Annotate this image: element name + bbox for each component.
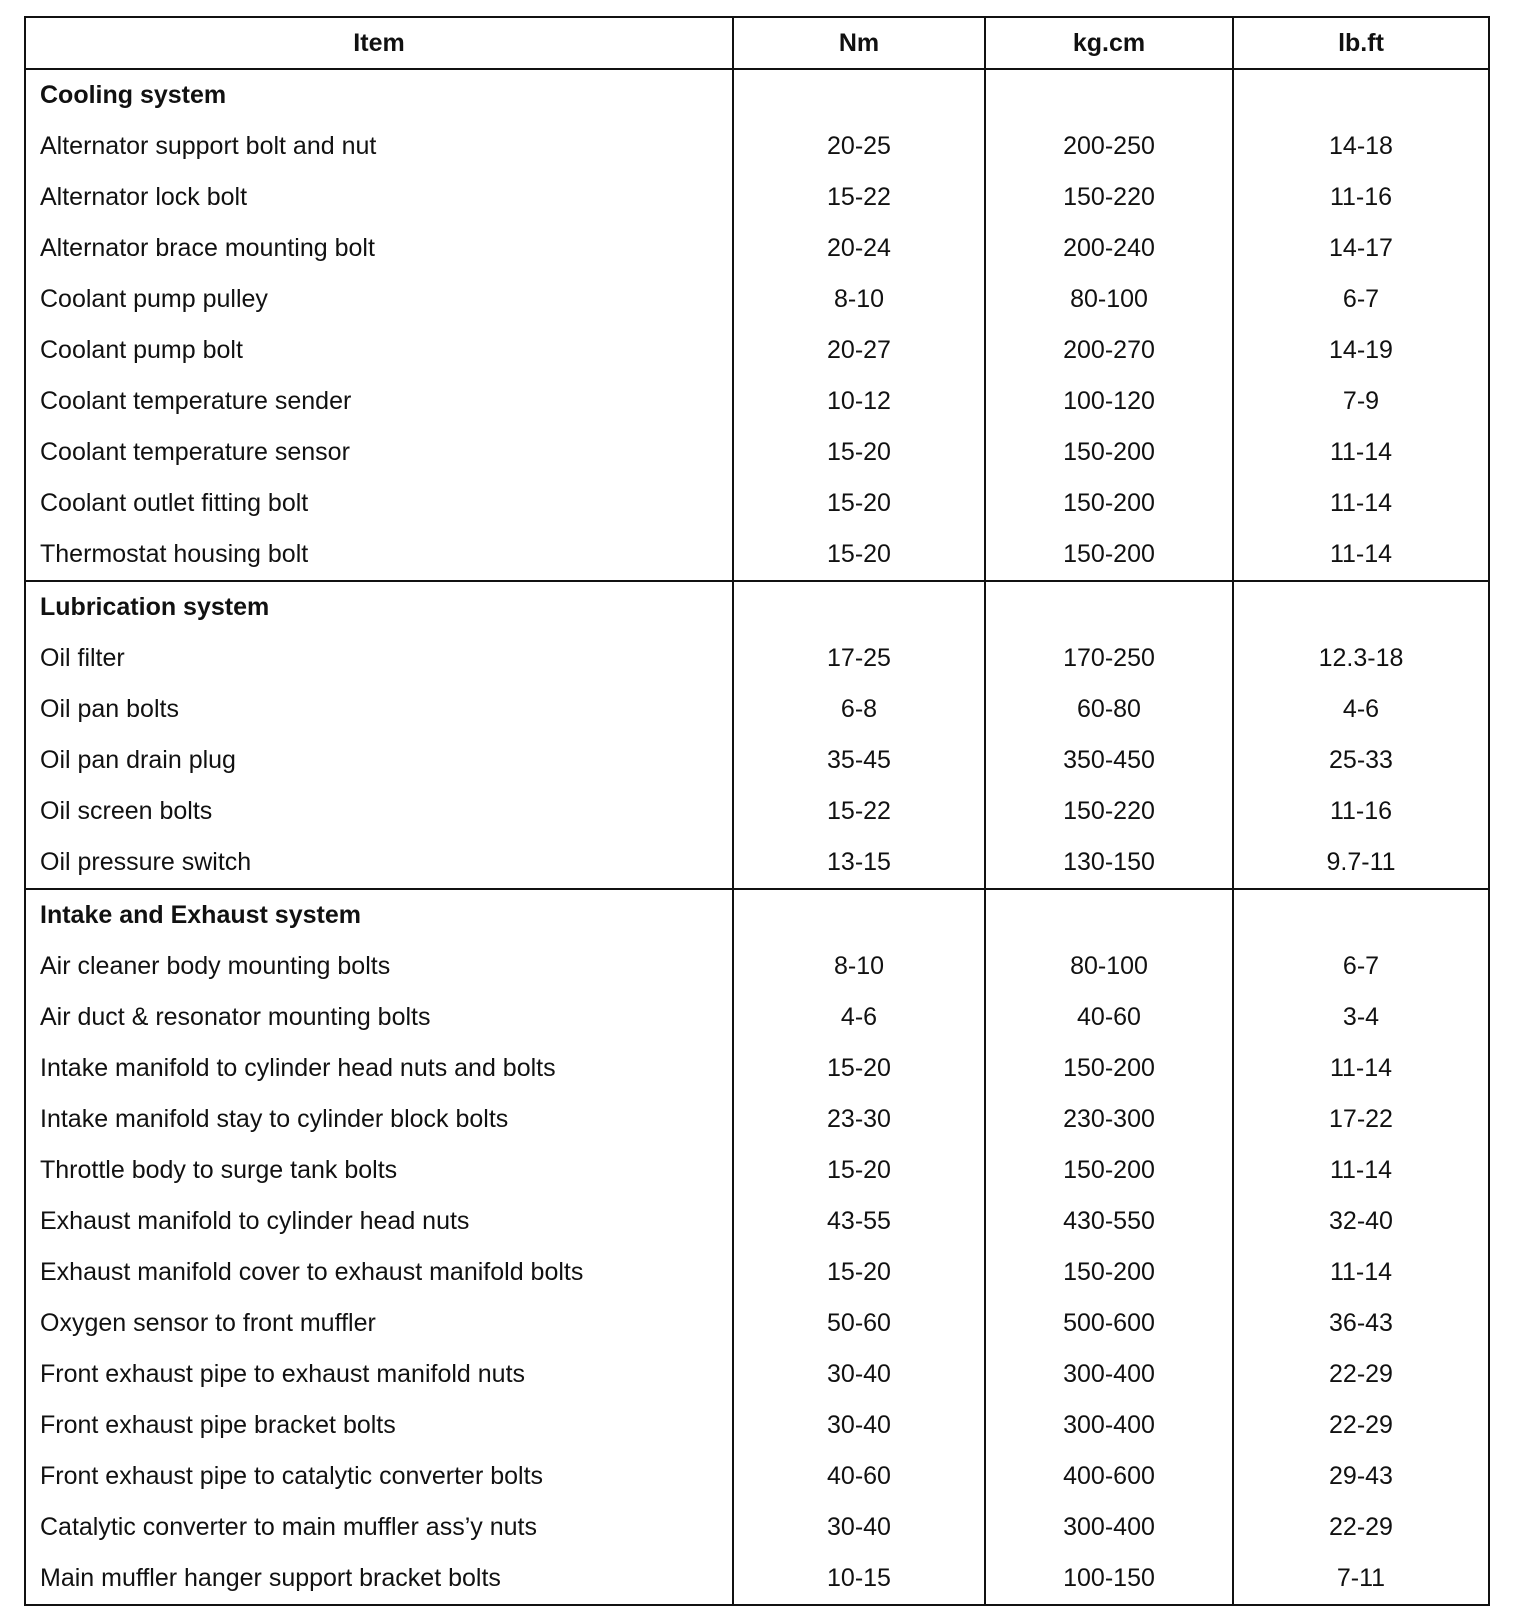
kgcm-cell: 150-220 bbox=[985, 786, 1233, 837]
nm-cell: 20-24 bbox=[733, 223, 985, 274]
nm-cell: 13-15 bbox=[733, 837, 985, 889]
item-cell: Coolant outlet fitting bolt bbox=[25, 478, 733, 529]
table-row bbox=[25, 1451, 1489, 1502]
lbft-cell: 17-22 bbox=[1233, 1094, 1489, 1145]
item-cell: Oil screen bolts bbox=[25, 786, 733, 837]
lbft-cell: 6-7 bbox=[1233, 941, 1489, 992]
item-cell: Alternator lock bolt bbox=[25, 172, 733, 223]
item-cell: Exhaust manifold cover to exhaust manifold bolts bbox=[25, 1247, 733, 1298]
table-row bbox=[25, 325, 1489, 376]
section-cooling-system bbox=[25, 69, 1489, 581]
lbft-cell: 11-14 bbox=[1233, 1043, 1489, 1094]
lbft-cell: 14-17 bbox=[1233, 223, 1489, 274]
nm-cell: 40-60 bbox=[733, 1451, 985, 1502]
nm-cell: 50-60 bbox=[733, 1298, 985, 1349]
table-row bbox=[25, 1247, 1489, 1298]
nm-cell: 15-22 bbox=[733, 786, 985, 837]
nm-cell: 20-27 bbox=[733, 325, 985, 376]
empty-cell bbox=[733, 69, 985, 121]
nm-cell: 35-45 bbox=[733, 735, 985, 786]
item-cell: Thermostat housing bolt bbox=[25, 529, 733, 581]
nm-cell: 15-20 bbox=[733, 529, 985, 581]
table-row bbox=[25, 1196, 1489, 1247]
kgcm-cell: 300-400 bbox=[985, 1502, 1233, 1553]
item-cell: Front exhaust pipe to catalytic converter bolts bbox=[25, 1451, 733, 1502]
item-cell: Coolant temperature sender bbox=[25, 376, 733, 427]
table-row bbox=[25, 1043, 1489, 1094]
table-row bbox=[25, 376, 1489, 427]
lbft-cell: 29-43 bbox=[1233, 1451, 1489, 1502]
item-cell: Air duct & resonator mounting bolts bbox=[25, 992, 733, 1043]
kgcm-cell: 300-400 bbox=[985, 1400, 1233, 1451]
table-row bbox=[25, 223, 1489, 274]
kgcm-cell: 100-120 bbox=[985, 376, 1233, 427]
lbft-cell: 11-14 bbox=[1233, 478, 1489, 529]
nm-cell: 15-20 bbox=[733, 478, 985, 529]
kgcm-cell: 40-60 bbox=[985, 992, 1233, 1043]
empty-cell bbox=[1233, 889, 1489, 941]
kgcm-cell: 150-200 bbox=[985, 1247, 1233, 1298]
nm-cell: 30-40 bbox=[733, 1400, 985, 1451]
nm-cell: 6-8 bbox=[733, 684, 985, 735]
table-row bbox=[25, 1298, 1489, 1349]
kgcm-cell: 500-600 bbox=[985, 1298, 1233, 1349]
lbft-cell: 14-18 bbox=[1233, 121, 1489, 172]
empty-cell bbox=[733, 581, 985, 633]
lbft-cell: 7-11 bbox=[1233, 1553, 1489, 1605]
kgcm-cell: 150-220 bbox=[985, 172, 1233, 223]
table-row bbox=[25, 1094, 1489, 1145]
table-header bbox=[25, 17, 1489, 69]
table-row bbox=[25, 684, 1489, 735]
lbft-cell: 11-14 bbox=[1233, 427, 1489, 478]
section-title-row bbox=[25, 581, 1489, 633]
nm-cell: 43-55 bbox=[733, 1196, 985, 1247]
table-row bbox=[25, 121, 1489, 172]
nm-cell: 30-40 bbox=[733, 1502, 985, 1553]
kgcm-cell: 150-200 bbox=[985, 1043, 1233, 1094]
section-title: Lubrication system bbox=[25, 581, 733, 633]
nm-cell: 23-30 bbox=[733, 1094, 985, 1145]
lbft-cell: 11-14 bbox=[1233, 529, 1489, 581]
empty-cell bbox=[985, 889, 1233, 941]
table-row bbox=[25, 427, 1489, 478]
header-nm: Nm bbox=[733, 17, 985, 69]
table-row bbox=[25, 633, 1489, 684]
item-cell: Oil filter bbox=[25, 633, 733, 684]
kgcm-cell: 150-200 bbox=[985, 478, 1233, 529]
item-cell: Alternator support bolt and nut bbox=[25, 121, 733, 172]
table-row bbox=[25, 837, 1489, 889]
header-lbft: lb.ft bbox=[1233, 17, 1489, 69]
kgcm-cell: 100-150 bbox=[985, 1553, 1233, 1605]
table-row bbox=[25, 1349, 1489, 1400]
table-row bbox=[25, 735, 1489, 786]
empty-cell bbox=[1233, 581, 1489, 633]
kgcm-cell: 200-240 bbox=[985, 223, 1233, 274]
table-row bbox=[25, 992, 1489, 1043]
empty-cell bbox=[733, 889, 985, 941]
item-cell: Air cleaner body mounting bolts bbox=[25, 941, 733, 992]
kgcm-cell: 80-100 bbox=[985, 941, 1233, 992]
lbft-cell: 36-43 bbox=[1233, 1298, 1489, 1349]
nm-cell: 10-15 bbox=[733, 1553, 985, 1605]
section-title: Cooling system bbox=[25, 69, 733, 121]
table-row bbox=[25, 1145, 1489, 1196]
empty-cell bbox=[1233, 69, 1489, 121]
lbft-cell: 4-6 bbox=[1233, 684, 1489, 735]
table-row bbox=[25, 941, 1489, 992]
nm-cell: 4-6 bbox=[733, 992, 985, 1043]
lbft-cell: 22-29 bbox=[1233, 1502, 1489, 1553]
section-title-row bbox=[25, 889, 1489, 941]
lbft-cell: 22-29 bbox=[1233, 1349, 1489, 1400]
lbft-cell: 11-16 bbox=[1233, 786, 1489, 837]
kgcm-cell: 150-200 bbox=[985, 427, 1233, 478]
torque-specification-table bbox=[24, 16, 1490, 1606]
lbft-cell: 7-9 bbox=[1233, 376, 1489, 427]
item-cell: Coolant pump bolt bbox=[25, 325, 733, 376]
kgcm-cell: 80-100 bbox=[985, 274, 1233, 325]
item-cell: Front exhaust pipe to exhaust manifold nuts bbox=[25, 1349, 733, 1400]
table-row bbox=[25, 786, 1489, 837]
kgcm-cell: 150-200 bbox=[985, 529, 1233, 581]
section-title-row bbox=[25, 69, 1489, 121]
item-cell: Oxygen sensor to front muffler bbox=[25, 1298, 733, 1349]
item-cell: Coolant pump pulley bbox=[25, 274, 733, 325]
nm-cell: 15-22 bbox=[733, 172, 985, 223]
lbft-cell: 32-40 bbox=[1233, 1196, 1489, 1247]
nm-cell: 30-40 bbox=[733, 1349, 985, 1400]
lbft-cell: 25-33 bbox=[1233, 735, 1489, 786]
kgcm-cell: 350-450 bbox=[985, 735, 1233, 786]
item-cell: Throttle body to surge tank bolts bbox=[25, 1145, 733, 1196]
kgcm-cell: 200-270 bbox=[985, 325, 1233, 376]
table-row bbox=[25, 172, 1489, 223]
table-row bbox=[25, 529, 1489, 581]
section-title: Intake and Exhaust system bbox=[25, 889, 733, 941]
table-row bbox=[25, 274, 1489, 325]
nm-cell: 17-25 bbox=[733, 633, 985, 684]
lbft-cell: 22-29 bbox=[1233, 1400, 1489, 1451]
item-cell: Intake manifold to cylinder head nuts and bolts bbox=[25, 1043, 733, 1094]
item-cell: Coolant temperature sensor bbox=[25, 427, 733, 478]
item-cell: Alternator brace mounting bolt bbox=[25, 223, 733, 274]
table-row bbox=[25, 1553, 1489, 1605]
kgcm-cell: 150-200 bbox=[985, 1145, 1233, 1196]
item-cell: Oil pan bolts bbox=[25, 684, 733, 735]
lbft-cell: 11-14 bbox=[1233, 1247, 1489, 1298]
empty-cell bbox=[985, 581, 1233, 633]
table-row bbox=[25, 478, 1489, 529]
kgcm-cell: 200-250 bbox=[985, 121, 1233, 172]
item-cell: Intake manifold stay to cylinder block bolts bbox=[25, 1094, 733, 1145]
table-row bbox=[25, 1502, 1489, 1553]
nm-cell: 15-20 bbox=[733, 1145, 985, 1196]
kgcm-cell: 60-80 bbox=[985, 684, 1233, 735]
table-row bbox=[25, 1400, 1489, 1451]
item-cell: Oil pan drain plug bbox=[25, 735, 733, 786]
lbft-cell: 14-19 bbox=[1233, 325, 1489, 376]
empty-cell bbox=[985, 69, 1233, 121]
kgcm-cell: 430-550 bbox=[985, 1196, 1233, 1247]
item-cell: Oil pressure switch bbox=[25, 837, 733, 889]
nm-cell: 20-25 bbox=[733, 121, 985, 172]
kgcm-cell: 170-250 bbox=[985, 633, 1233, 684]
nm-cell: 15-20 bbox=[733, 1247, 985, 1298]
item-cell: Catalytic converter to main muffler ass’y nuts bbox=[25, 1502, 733, 1553]
nm-cell: 15-20 bbox=[733, 427, 985, 478]
lbft-cell: 11-16 bbox=[1233, 172, 1489, 223]
lbft-cell: 12.3-18 bbox=[1233, 633, 1489, 684]
kgcm-cell: 130-150 bbox=[985, 837, 1233, 889]
header-item: Item bbox=[25, 17, 733, 69]
lbft-cell: 3-4 bbox=[1233, 992, 1489, 1043]
nm-cell: 8-10 bbox=[733, 274, 985, 325]
section-intake-exhaust-system bbox=[25, 889, 1489, 1605]
kgcm-cell: 230-300 bbox=[985, 1094, 1233, 1145]
nm-cell: 10-12 bbox=[733, 376, 985, 427]
section-lubrication-system bbox=[25, 581, 1489, 889]
kgcm-cell: 400-600 bbox=[985, 1451, 1233, 1502]
kgcm-cell: 300-400 bbox=[985, 1349, 1233, 1400]
nm-cell: 15-20 bbox=[733, 1043, 985, 1094]
lbft-cell: 9.7-11 bbox=[1233, 837, 1489, 889]
item-cell: Exhaust manifold to cylinder head nuts bbox=[25, 1196, 733, 1247]
item-cell: Front exhaust pipe bracket bolts bbox=[25, 1400, 733, 1451]
nm-cell: 8-10 bbox=[733, 941, 985, 992]
header-row bbox=[25, 17, 1489, 69]
lbft-cell: 6-7 bbox=[1233, 274, 1489, 325]
item-cell: Main muffler hanger support bracket bolts bbox=[25, 1553, 733, 1605]
header-kgcm: kg.cm bbox=[985, 17, 1233, 69]
lbft-cell: 11-14 bbox=[1233, 1145, 1489, 1196]
